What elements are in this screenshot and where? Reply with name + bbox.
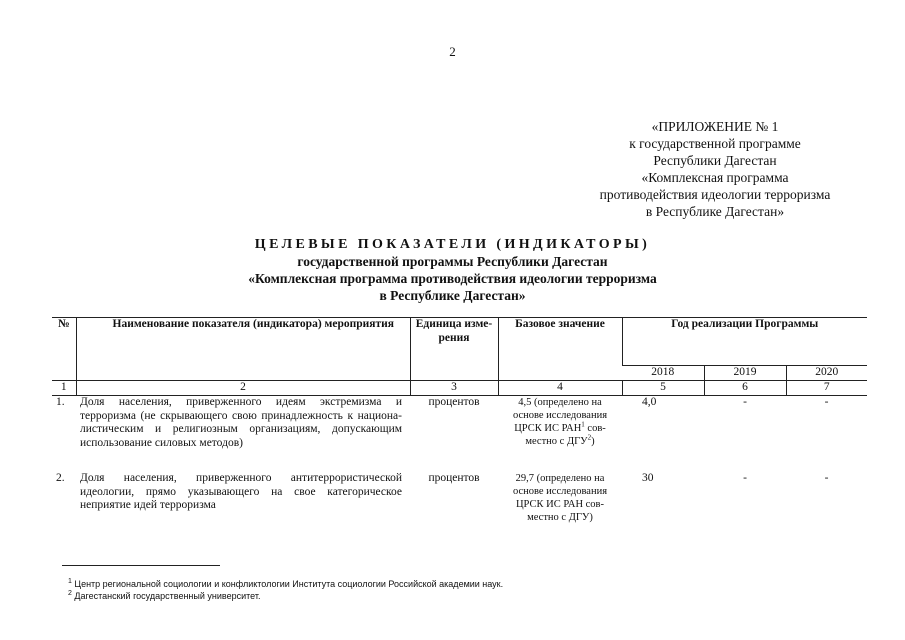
header-year: 2018: [622, 366, 704, 381]
row-index: 1.: [56, 396, 65, 408]
header-year: 2019: [704, 366, 786, 381]
appendix-line: Республики Дагестан: [653, 153, 777, 168]
column-number: 1: [52, 381, 76, 396]
base-value-text: сов-местно с ДГУ: [525, 423, 606, 447]
table-row: [52, 472, 867, 534]
indicator-name: Доля населения, приверженного антитеррористической идеологии, прямо указывающего на свое категорическое неприятие идей терроризма: [80, 472, 402, 511]
indicator-unit: процентов: [428, 396, 480, 408]
page-number: 2: [449, 44, 456, 59]
title-main: ЦЕЛЕВЫЕ ПОКАЗАТЕЛИ (ИНДИКАТОРЫ): [254, 237, 651, 252]
header-year-group: Год реализации Программы: [622, 318, 867, 366]
table-row: [52, 396, 867, 473]
appendix-line: «Комплексная программа: [641, 170, 789, 185]
footnote-text: Дагестанский государственный университет.: [71, 591, 261, 601]
title-subtitle: в Республике Дагестан»: [379, 288, 526, 303]
footnote-ref: 1: [581, 420, 585, 429]
column-number: 6: [704, 381, 786, 396]
footnote-text: Центр региональной социологии и конфликтологии Института социологии Российской академии наук.: [71, 579, 504, 589]
document-title: [0, 236, 905, 304]
title-subtitle: государственной программы Республики Дагестан: [297, 254, 608, 269]
indicator-name: Доля населения, приверженного идеям экстремизма и терроризма (не скрывающего свою принадлежность к национа-листическим и религиозным организациям, допускающим использование силовых методов): [80, 396, 402, 449]
title-subtitle: «Комплексная программа противодействия идеологии терроризма: [248, 271, 657, 286]
header-unit: Единица изме-рения: [410, 318, 498, 381]
value-2020: -: [824, 396, 829, 408]
footnote: [68, 590, 503, 602]
base-value-text: ): [591, 436, 595, 447]
indicator-unit: процентов: [428, 472, 480, 484]
header-number: №: [52, 318, 76, 381]
column-number: 2: [76, 381, 410, 396]
column-number-row: [52, 381, 867, 396]
column-number: 7: [786, 381, 867, 396]
indicator-base-value: [498, 396, 622, 473]
value-2018: 4,0: [642, 396, 657, 408]
footnote: [68, 578, 503, 590]
value-2018: 30: [642, 472, 654, 484]
column-number: 3: [410, 381, 498, 396]
footnote-ref: 2: [587, 433, 592, 442]
appendix-line: «ПРИЛОЖЕНИЕ № 1: [651, 119, 779, 134]
value-2019: -: [743, 396, 747, 408]
indicators-table: [52, 317, 867, 534]
indicator-base-value: 29,7 (определено на основе исследования ЦРСК ИС РАН сов-местно с ДГУ): [512, 473, 608, 523]
header-year: 2020: [786, 366, 867, 381]
column-number: 5: [622, 381, 704, 396]
header-indicator-name: Наименование показателя (индикатора) мероприятия: [76, 318, 410, 381]
appendix-heading: [560, 118, 870, 220]
footnote-mark: 2: [68, 590, 72, 597]
footnotes: [68, 578, 503, 602]
appendix-line: противодействия идеологии терроризма: [599, 187, 831, 202]
header-base-value: Базовое значение: [498, 318, 622, 381]
appendix-line: к государственной программе: [629, 136, 801, 151]
value-2019: -: [743, 472, 747, 484]
base-value-text: 4,5 (определено на основе исследования ЦРСК ИС РАН: [512, 397, 608, 434]
appendix-line: в Республике Дагестан»: [645, 204, 785, 219]
footnote-mark: 1: [68, 578, 72, 585]
column-number: 4: [498, 381, 622, 396]
value-2020: -: [824, 472, 829, 484]
footnote-divider: [62, 565, 220, 566]
row-index: 2.: [56, 472, 65, 484]
